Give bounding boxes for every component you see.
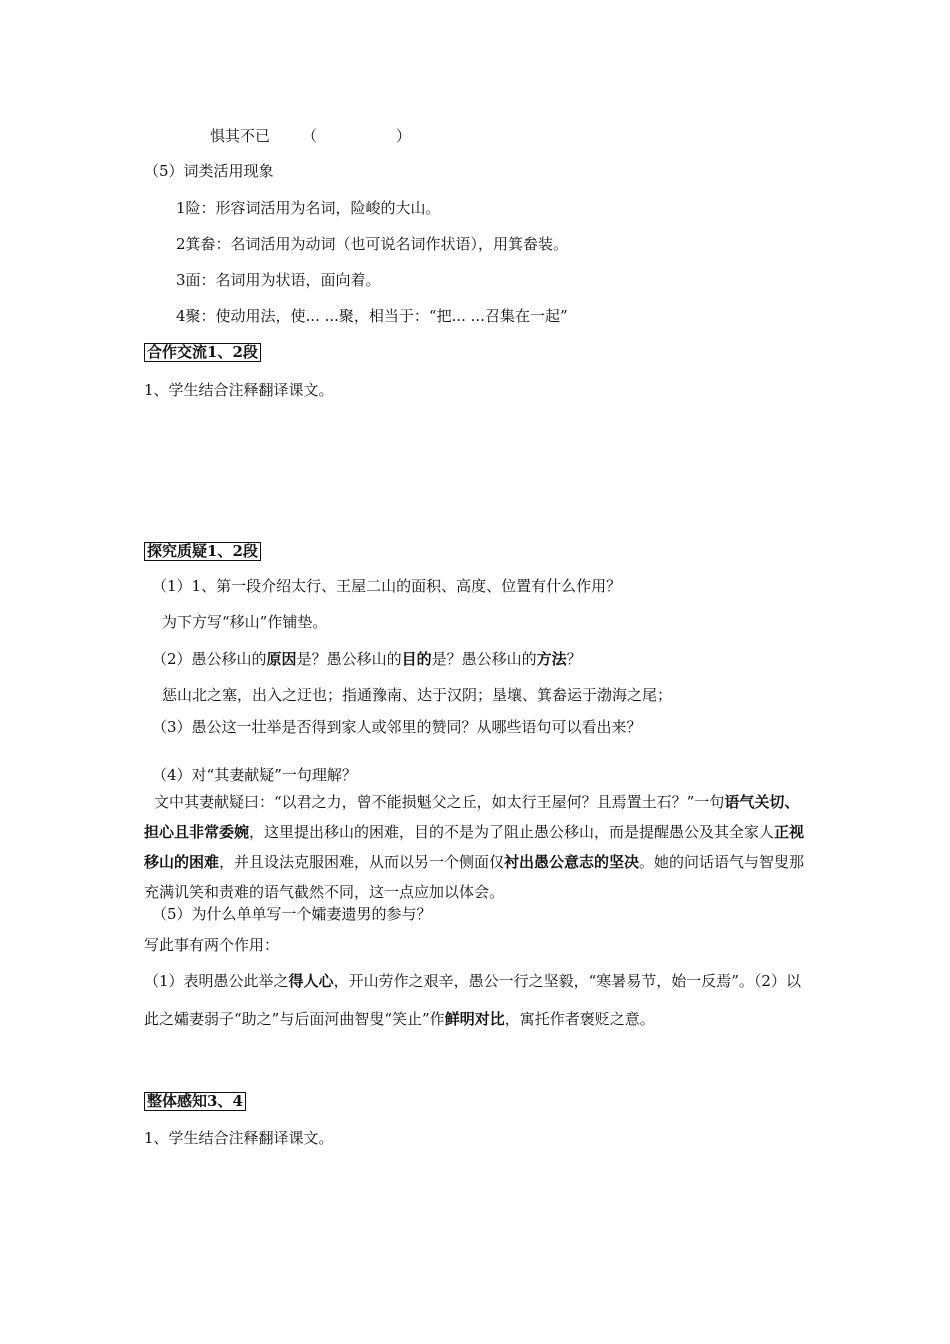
text-run: ？ <box>566 650 582 668</box>
bold-term: 得人心 <box>288 972 334 990</box>
text-run: （1）表明愚公此举之 <box>144 972 289 990</box>
question: （3）愚公这一壮举是否得到家人或邻里的赞同？从哪些语句可以看出来？ <box>152 718 642 736</box>
explanation-paragraph <box>144 787 808 907</box>
answer: 惩山北之塞，出入之迂也；指通豫南、达于汉阴；垦壤、箕畚运于渤海之尾； <box>162 686 673 704</box>
list-item: 2箕畚：名词活用为动词（也可说名词作状语），用箕畚装。 <box>176 235 569 253</box>
section-heading <box>144 541 261 561</box>
text-run: 文中其妻献疑曰：“以君之力，曾不能损魁父之丘，如太行王屋何？且焉置土石？”一句 <box>154 793 725 811</box>
question: （5）为什么单单写一个孀妻遗男的参与？ <box>152 905 432 923</box>
bold-term: 目的 <box>401 650 432 668</box>
explanation-paragraph <box>144 962 808 1038</box>
text-run: 是？愚公移山的 <box>431 650 537 668</box>
subsection-heading: （5）词类活用现象 <box>144 162 274 180</box>
list-item: 1险：形容词活用为名词，险峻的大山。 <box>176 199 441 217</box>
answer: 写此事有两个作用： <box>144 936 280 954</box>
text-run: ，寓托作者褒贬之意。 <box>504 1010 655 1028</box>
section-heading-label: 合作交流1、2段 <box>144 343 261 362</box>
text-run: ，这里提出移山的困难，目的不是为了阻止愚公移山，而是提醒愚公及其全家人 <box>249 823 775 841</box>
bold-term: 正视移山的困难 <box>144 823 805 871</box>
answer: 为下方写“移山”作铺垫。 <box>162 613 328 631</box>
bold-term: 衬出愚公意志的坚决 <box>504 853 640 871</box>
list-item: 3面：名词用为状语，面向着。 <box>176 271 381 289</box>
section-heading <box>144 342 261 362</box>
text-run: （2）愚公移山的 <box>152 650 267 668</box>
text-run: 。她的问话语气与智叟那充满讥笑和责难的语气截然不同，这一点应加以体会。 <box>144 853 805 901</box>
blank-close: ） <box>396 127 412 145</box>
vocab-item: 惧其不已 <box>210 127 271 145</box>
question <box>152 649 582 669</box>
question: （4）对“其妻献疑”一句理解？ <box>152 766 357 784</box>
fill-blank-line <box>210 126 412 146</box>
bold-term: 语气关切、担心且非常委婉 <box>144 793 800 841</box>
section-heading-label: 探究质疑1、2段 <box>144 542 261 561</box>
task-line: 1、学生结合注释翻译课文。 <box>144 1129 334 1147</box>
question: （1）1、第一段介绍太行、王屋二山的面积、高度、位置有什么作用？ <box>152 577 622 595</box>
task-line: 1、学生结合注释翻译课文。 <box>144 381 334 399</box>
bold-term: 鲜明对比 <box>444 1010 505 1028</box>
bold-term: 原因 <box>266 650 297 668</box>
bold-term: 方法 <box>536 650 567 668</box>
text-run: 是？愚公移山的 <box>296 650 402 668</box>
section-heading <box>144 1091 246 1111</box>
section-heading-label: 整体感知3、4 <box>144 1092 246 1111</box>
list-item: 4聚：使动用法，使... ...聚，相当于：“把... ...召集在一起” <box>176 307 568 325</box>
text-run: ，并且设法克服困难，从而以另一个侧面仅 <box>219 853 505 871</box>
text-run: ，开山劳作之艰辛，愚公一行之坚毅，“寒暑易节，始一反焉”。（2）以此之孀妻弱子“助之”与后面河曲智叟“笑止”作 <box>144 972 801 1028</box>
blank-open: （ <box>302 127 318 145</box>
